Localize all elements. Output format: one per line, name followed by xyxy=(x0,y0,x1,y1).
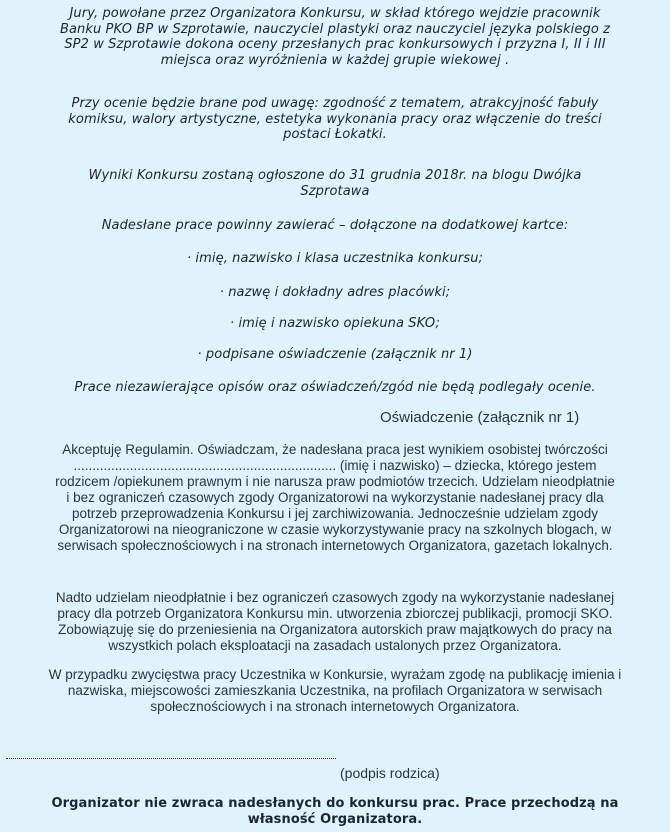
statement-title xyxy=(380,410,660,426)
statement-paragraph-1 xyxy=(0,442,670,554)
attachment-item-2: · nazwę i dokładny adres placówki; xyxy=(219,285,451,300)
attachment-item xyxy=(0,251,670,267)
attachment-item-3: · imię i nazwisko opiekuna SKO; xyxy=(230,316,440,331)
results-paragraph xyxy=(0,168,670,199)
no-description-text: Prace niezawierające opisów oraz oświadczeń/zgód nie będą podlegały ocenie. xyxy=(74,380,596,395)
criteria-text: Przy ocenie będzie brane pod uwagę: zgodność z tematem, atrakcyjność fabuły komiksu, walory artystyczne, estetyka wykonania pracy oraz włączenie do treści postaci Łokatki. xyxy=(68,96,602,142)
statement-paragraph-1-text: Akceptuję Regulamin. Oświadczam, że nadesłana praca jest wynikiem osobistej twórczości ...................................................................... (imię i nazwisko) – dziecka, którego jestem rodzicem /opiekunem prawnym i nie narusza praw podmiotów trzecich. Udzielam nieodpłatnie i bez ograniczeń czasowych zgody Organizatorowi na wykorzystanie nadesłanej pracy dla potrzeb przeprowadzenia Konkursu i jej zarchiwizowania. Jednocześnie udzielam zgody Organizatorowi na nieograniczone w czasie wykorzystywanie pracy na szkolnych blogach, w serwisach społecznościowych i na stronach internetowych Organizatora, gazetach lokalnych. xyxy=(55,442,615,553)
criteria-paragraph xyxy=(0,96,670,143)
closing-notice-text: Organizator nie zwraca nadesłanych do konkursu prac. Prace przechodzą na własność Organizatora. xyxy=(51,796,619,827)
attachment-item xyxy=(0,316,670,332)
attachment-item-4: · podpisane oświadczenie (załącznik nr 1) xyxy=(197,347,473,362)
jury-text: Jury, powołane przez Organizatora Konkursu, w skład którego wejdzie pracownik Banku PKO BP w Szprotawie, nauczyciel plastyki oraz nauczyciel języka polskiego z SP2 w Szprotawie dokona oceny przesłanych prac konkursowych i przyzna I, II i III miejsca oraz wyróżnienia w każdej grupie wiekowej . xyxy=(59,6,611,68)
statement-paragraph-2 xyxy=(0,590,670,654)
statement-paragraph-3-text: W przypadku zwycięstwa pracy Uczestnika w Konkursie, wyrażam zgodę na publikację imienia i nazwiska, miejscowości zamieszkania Uczestnika, na profilach Organizatora w serwisach społecznościowych i na stronach internetowych Organizatora. xyxy=(48,667,622,714)
no-description-notice xyxy=(0,380,670,396)
results-text: Wyniki Konkursu zostaną ogłoszone do 31 grudnia 2018r. na blogu Dwójka Szprotawa xyxy=(88,168,582,199)
signature-line xyxy=(6,758,336,759)
statement-paragraph-3 xyxy=(0,667,670,715)
attachment-item xyxy=(0,347,670,363)
attachment-item xyxy=(0,285,670,301)
attachments-heading xyxy=(0,218,670,234)
attachments-heading-text: Nadesłane prace powinny zawierać – dołączone na dodatkowej kartce: xyxy=(101,218,569,233)
statement-paragraph-2-text: Nadto udzielam nieodpłatnie i bez ograniczeń czasowych zgody na wykorzystanie nadesłanej pracy dla potrzeb Organizatora Konkursu min. utworzenia zbiorczej publikacji, promocji SKO. Zobowiązuję się do przeniesienia na Organizatora autorskich praw majątkowych do pracy na wszystkich polach eksploatacji na zasadach ustalonych przez Organizatora. xyxy=(55,590,615,653)
statement-title-text: Oświadczenie (załącznik nr 1) xyxy=(380,409,580,426)
attachment-item-1: · imię, nazwisko i klasa uczestnika konkursu; xyxy=(186,251,484,266)
closing-notice xyxy=(0,796,670,827)
signature-caption-text: (podpis rodzica) xyxy=(340,765,440,781)
signature-caption xyxy=(340,765,460,781)
jury-paragraph xyxy=(0,6,670,68)
